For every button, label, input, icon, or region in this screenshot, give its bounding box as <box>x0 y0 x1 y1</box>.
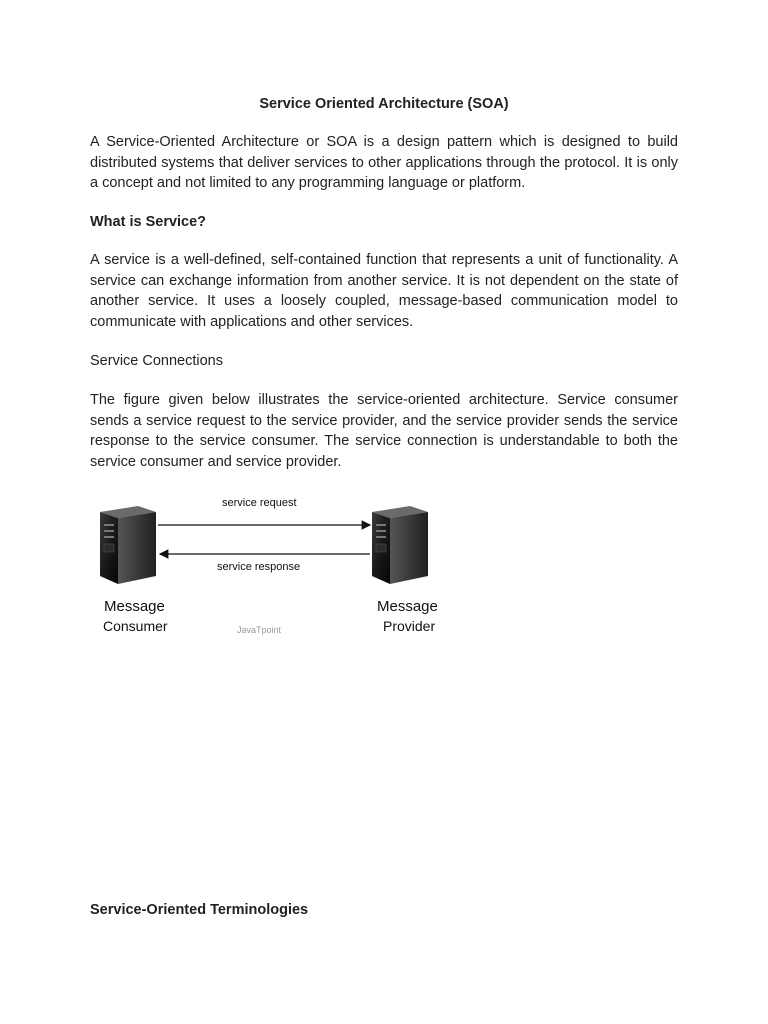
connections-paragraph: The figure given below illustrates the service-oriented architecture. Service consumer sends a service request to the service provider, and the service provider sends the service response to the service consumer. The service connection is understandable to both the service consumer and service provider. <box>90 392 678 471</box>
what-is-service-heading: What is Service? <box>90 214 207 230</box>
page-title: Service Oriented Architecture (SOA) <box>259 96 509 112</box>
provider-server-icon <box>372 506 428 584</box>
intro-paragraph: A Service-Oriented Architecture or SOA is a design pattern which is designed to build distributed systems that deliver services to other applications through the protocol. It is only a concept and not limited to any programming language or platform. <box>90 134 678 192</box>
service-paragraph: A service is a well-defined, self-contained function that represents a unit of functionality. A service can exchange information from another service. It is not dependent on the state of another service. It uses a loosely coupled, message-based communication model to communicate with applications and other services. <box>90 252 678 331</box>
consumer-label-line1: Message <box>104 598 165 615</box>
soa-diagram <box>96 492 456 642</box>
consumer-label-line2: Consumer <box>103 618 168 634</box>
provider-label-line2: Provider <box>383 618 436 634</box>
service-request-label: service request <box>222 497 297 509</box>
terminologies-heading: Service-Oriented Terminologies <box>90 902 309 918</box>
consumer-server-icon <box>100 506 156 584</box>
provider-label-line1: Message <box>377 598 438 615</box>
service-response-label: service response <box>217 561 301 573</box>
service-connections-heading: Service Connections <box>90 353 223 369</box>
javatpoint-watermark: JavaTpoint <box>237 625 282 635</box>
